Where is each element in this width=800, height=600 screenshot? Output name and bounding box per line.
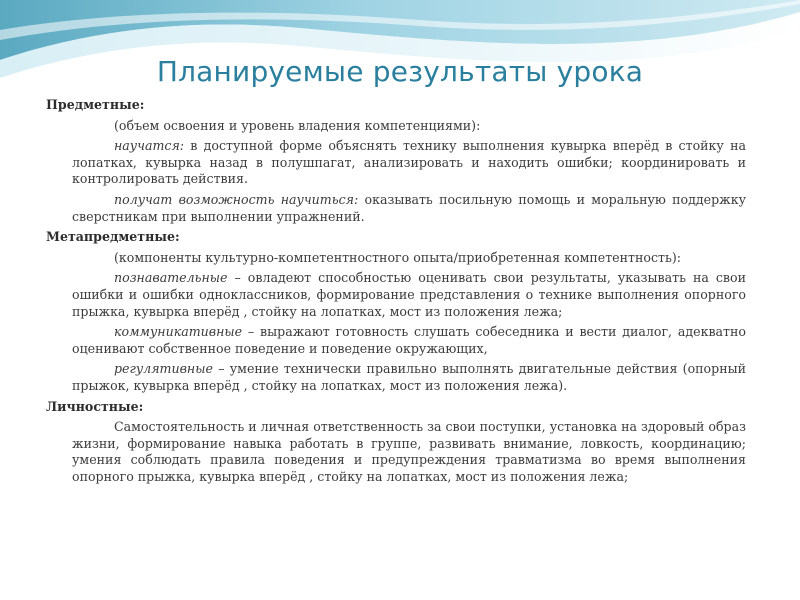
- subject-chance-text: оказывать посильную помощь и моральную поддержку сверстникам при выполнении упражнений.: [72, 191, 746, 224]
- meta-regulatory-paragraph: [72, 361, 746, 394]
- subject-intro: (объем освоения и уровень владения компетенциями):: [114, 117, 481, 133]
- section-heading-personal: Личностные:: [46, 398, 144, 414]
- meta-communicative-paragraph: [72, 324, 746, 357]
- meta-communicative-term: коммуникативные: [114, 324, 243, 340]
- meta-cognitive-term: познавательные: [114, 270, 228, 286]
- section-heading-subject: Предметные:: [46, 97, 145, 112]
- meta-cognitive-paragraph: [72, 270, 746, 320]
- meta-cognitive-text: – овладеют способностью оценивать свои результаты, указывать на свои ошибки и ошибки одноклассников, формирование представления о технике выполнения опорного прыжка, кувырка вперёд , стойку на лопатках, мост из положения лежа;: [72, 270, 746, 319]
- subject-chance-paragraph: [72, 192, 746, 225]
- section-heading-meta: Метапредметные:: [46, 229, 180, 245]
- subject-chance-term: получат возможность научиться:: [114, 191, 359, 207]
- meta-regulatory-text: – умение технически правильно выполнять двигательные действия (опорный прыжок, кувырка вперёд , стойку на лопатках, мост из положения лежа).: [72, 361, 746, 393]
- subject-learn-paragraph: [72, 138, 746, 188]
- personal-text: Самостоятельность и личная ответственность за свои поступки, установка на здоровый образ жизни, формирование навыка работать в группе, развивать внимание, ловкость, координацию; умения соблюдать правила поведения и предупреждения травматизма во время выполнения опорного прыжка, кувырка вперёд , стойку на лопатках, мост из положения лежа;: [72, 419, 746, 484]
- meta-communicative-text: – выражают готовность слушать собеседника и вести диалог, адекватно оценивают собственное поведение и поведение окружающих,: [72, 324, 746, 356]
- slide-title: Планируемые результаты урока: [156, 55, 644, 88]
- meta-intro: (компоненты культурно-компетентностного опыта/приобретенная компетентность):: [114, 249, 682, 265]
- meta-regulatory-term: регулятивные: [114, 361, 213, 377]
- header-wave-decoration: [0, 0, 800, 105]
- subject-learn-term: научатся:: [114, 138, 185, 154]
- subject-learn-text: в доступной форме объяснять технику выполнения кувырка вперёд в стойку на лопатках, кувырка назад в полушпагат, анализировать и находить ошибки; координировать и контролировать действия.: [72, 138, 746, 187]
- slide-content: [46, 97, 746, 489]
